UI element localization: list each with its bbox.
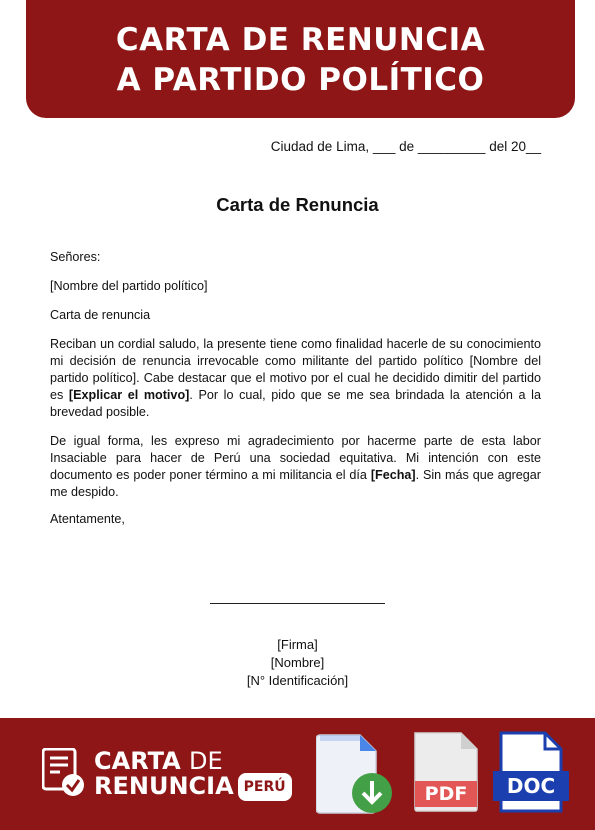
header-banner (26, 0, 575, 118)
paragraph-1-placeholder: [Explicar el motivo] (68, 388, 190, 402)
subject-line: Carta de renuncia (50, 308, 151, 322)
logo-de: DE (189, 747, 223, 775)
pdf-label: PDF (424, 783, 468, 805)
logo-renuncia: RENUNCIA (94, 772, 234, 800)
doc-label: DOC (506, 774, 556, 798)
banner-title-line-2: A PARTIDO POLÍTICO (116, 62, 485, 98)
recipient: [Nombre del partido político] (50, 279, 208, 293)
download-file-icon[interactable] (316, 731, 396, 815)
paragraph-1-text-b: . Por lo cual, pido que se me sea brindada la atención a la brevedad posible. (50, 388, 541, 419)
logo-carta: CARTA (94, 747, 181, 775)
logo-peru-badge: PERÚ (238, 773, 292, 801)
paragraph-2-text-a: De igual forma, les expreso mi agradecimiento por hacerme parte de esta labor Insaciable para hacer de Perú una sociedad equitativa. Mi intención con este documento es poder poner término a mi militancia el día (50, 434, 541, 482)
banner-title-line-1: CARTA DE RENUNCIA (115, 22, 486, 58)
paragraph-2-text-b: . Sin más que agregar me despido. (50, 468, 541, 499)
paragraph-2 (50, 433, 541, 501)
signature-nombre: [Nombre] (270, 655, 325, 670)
salutation: Señores: (50, 250, 101, 264)
logo-text-carta-de (94, 748, 223, 774)
signature-firma: [Firma] (277, 637, 318, 652)
signature-id: [N° Identificación] (246, 673, 349, 688)
paragraph-1 (50, 336, 541, 421)
letter-title: Carta de Renuncia (216, 194, 379, 215)
logo-text-renuncia (94, 773, 292, 801)
paragraph-2-placeholder: [Fecha] (370, 468, 416, 482)
closing: Atentamente, (50, 512, 125, 526)
paragraph-1-text-a: Reciban un cordial saludo, la presente tiene como finalidad hacerle de su conocimiento mi decisión de renuncia irrevocable como militante del partido político [Nombre del partido político]. Cabe destacar que el motivo por el cual he decidido dimitir del partido es (50, 337, 541, 402)
date-line: Ciudad de Lima, ___ de _________ del 20__ (270, 139, 541, 154)
signature-line (210, 603, 385, 604)
document-check-icon (42, 748, 86, 798)
